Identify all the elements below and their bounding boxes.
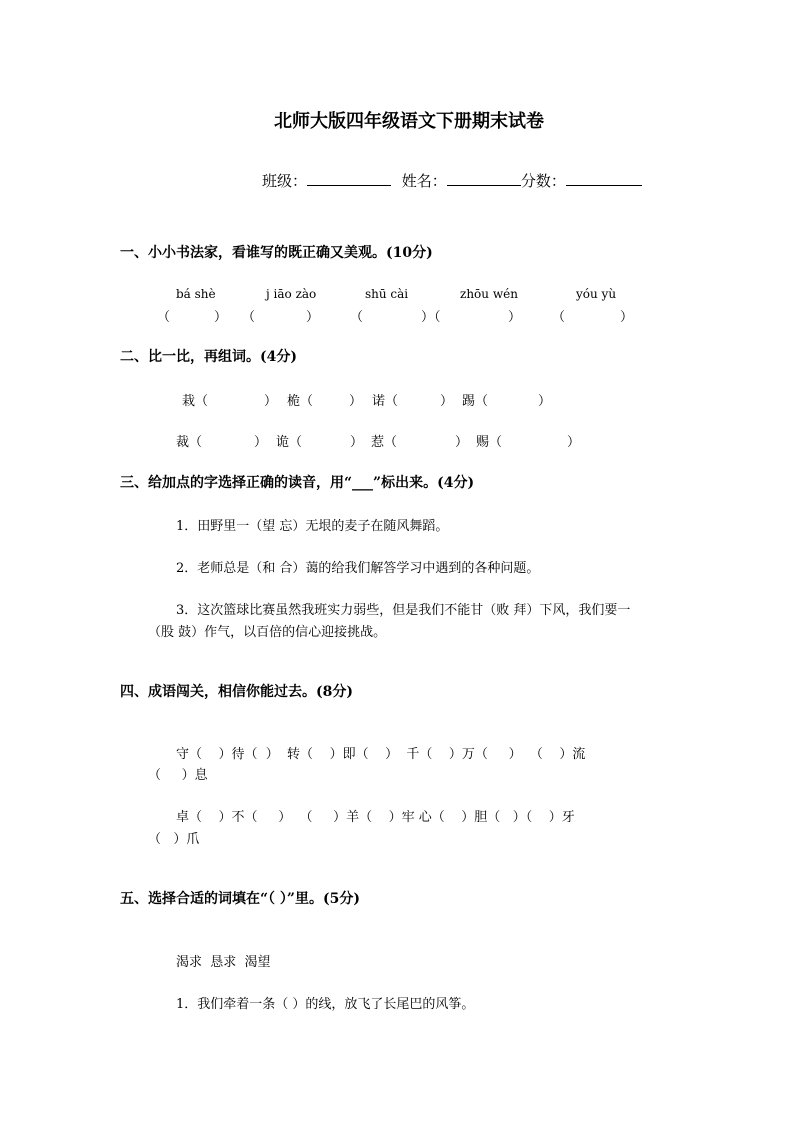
word-group-item: 诺（ [372, 394, 399, 409]
section-2-heading: 二、比一比，再组词。(4分) [120, 349, 297, 365]
answer-paren[interactable]: （ [552, 310, 566, 325]
answer-paren[interactable]: ） [306, 310, 320, 325]
idiom-row-2-line1: 卓（ ）不（ ） （ ）羊（ ）牢 心（ ）胆（ ）（ ）牙 [176, 810, 575, 825]
word-group-close: ） [350, 435, 364, 450]
question-3-3-line1: 3．这次篮球比赛虽然我班实力弱些，但是我们不能甘（败 拜）下风，我们要一 [176, 603, 631, 618]
word-group-item: 栽（ [182, 394, 209, 409]
idiom-row-2-line2: （ ）爪 [148, 832, 200, 847]
section-3-heading: 三、给加点的字选择正确的读音，用“___”标出来。(4分) [120, 475, 475, 491]
pinyin-1: bá shè [176, 287, 216, 301]
student-info-line [262, 170, 642, 191]
idiom-row-1-line2: （ ）息 [148, 768, 208, 783]
pinyin-3: shū cài [365, 287, 409, 301]
name-label: 姓名： [401, 172, 447, 190]
page-title: 北师大版四年级语文下册期末试卷 [274, 111, 544, 132]
word-group-item: 踢（ [462, 394, 489, 409]
word-group-item: 惹（ [371, 435, 398, 450]
answer-paren[interactable]: （ [157, 310, 171, 325]
answer-paren[interactable]: （ [242, 310, 256, 325]
question-5-1: 1．我们牵着一条（ ）的线，放飞了长尾巴的风筝。 [176, 997, 475, 1012]
word-group-item: 裁（ [176, 435, 203, 450]
answer-paren[interactable]: ）（ [421, 310, 441, 325]
word-group-close: ） [538, 394, 552, 409]
answer-paren[interactable]: ） [620, 310, 634, 325]
question-3-1: 1．田野里一（望 忘）无垠的麦子在随风舞蹈。 [176, 519, 449, 534]
word-group-close: ） [264, 394, 278, 409]
word-group-close: ） [349, 394, 363, 409]
answer-paren[interactable]: （ [350, 310, 364, 325]
section-5-heading: 五、选择合适的词填在“（ ）”里。(5分) [120, 891, 360, 907]
word-group-close: ） [567, 435, 581, 450]
answer-paren[interactable]: ） [214, 310, 228, 325]
word-group-close: ） [440, 394, 454, 409]
section-4-heading: 四、成语闯关，相信你能过去。(8分) [120, 684, 353, 700]
class-blank[interactable] [307, 171, 391, 186]
section-1-heading: 一、小小书法家，看谁写的既正确又美观。(10分) [120, 245, 433, 261]
word-group-close: ） [254, 435, 268, 450]
class-label: 班级： [262, 172, 308, 190]
question-3-3-line2: （股 鼓）作气，以百倍的信心迎接挑战。 [148, 625, 387, 640]
name-blank[interactable] [447, 171, 521, 186]
score-blank[interactable] [566, 171, 642, 186]
score-label: 分数： [520, 172, 566, 190]
word-group-close: ） [455, 435, 469, 450]
idiom-row-1-line1: 守（ ）待（ ） 转（ ）即（ ） 千（ ）万（ ） （ ）流 [176, 747, 586, 762]
word-bank: 渴求 恳求 渴望 [176, 955, 271, 970]
question-3-2: 2．老师总是（和 合）蔼的给我们解答学习中遇到的各种问题。 [176, 561, 540, 576]
answer-paren[interactable]: ） [508, 310, 522, 325]
pinyin-5: yóu yù [576, 287, 617, 301]
word-group-item: 赐（ [476, 435, 503, 450]
word-group-item: 诡（ [276, 435, 303, 450]
pinyin-2: j iāo zào [266, 287, 317, 301]
pinyin-4: zhōu wén [460, 287, 518, 301]
word-group-item: 桅（ [287, 394, 314, 409]
